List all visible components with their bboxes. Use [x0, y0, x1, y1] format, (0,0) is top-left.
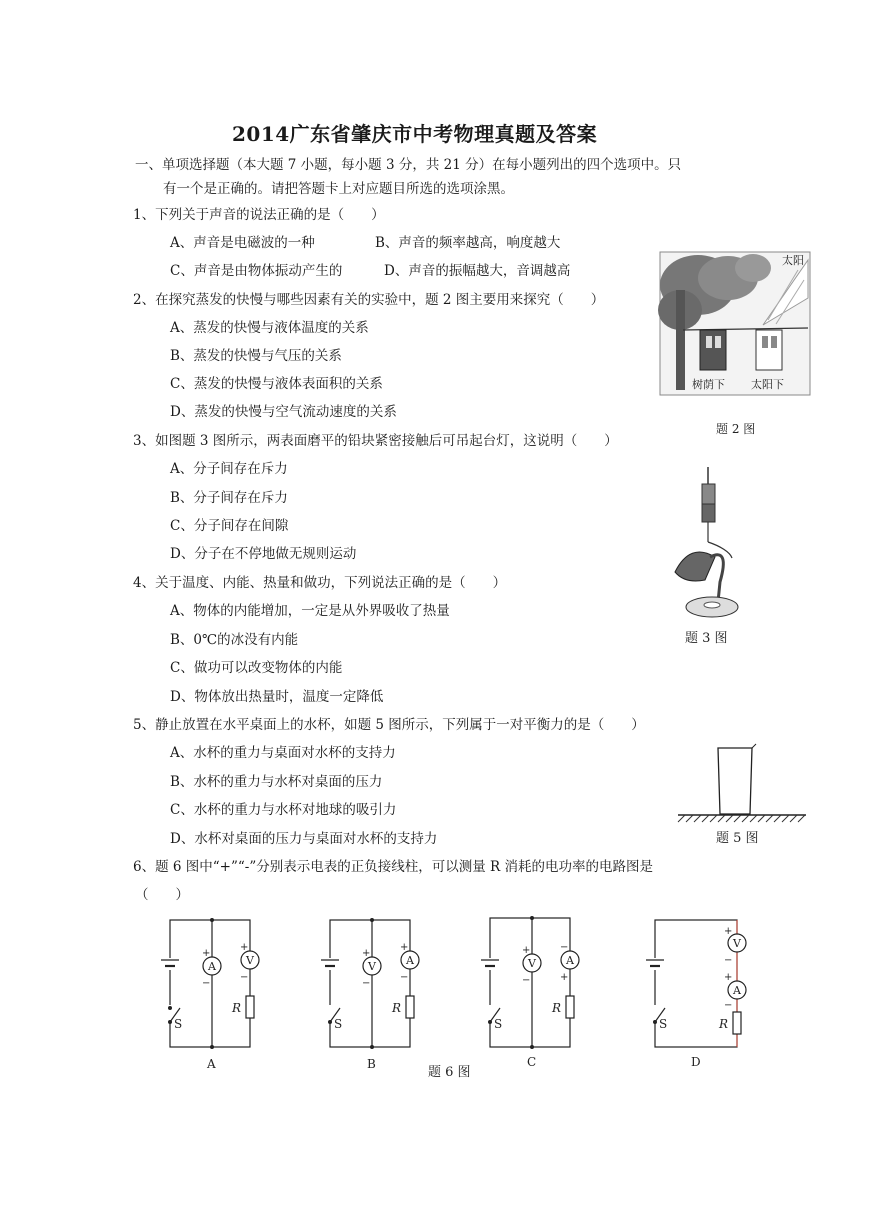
- q5-figure: [672, 738, 812, 850]
- section-instructions-line2: 有一个是正确的。请把答题卡上对应题目所选的选项涂黑。: [163, 181, 514, 197]
- circuit-d-voltmeter-label: V: [733, 937, 741, 950]
- circuit-d-resistor: [733, 1012, 741, 1034]
- svg-text:R: R: [552, 1001, 562, 1015]
- svg-text:+: +: [400, 942, 409, 953]
- q6-paren: （ ）: [135, 887, 189, 903]
- circuit-c-voltmeter-label: V: [528, 957, 536, 970]
- q1-option-a: A、声音是电磁波的一种: [170, 235, 315, 251]
- svg-text:S: S: [174, 1017, 183, 1031]
- q5-stem: 5、静止放置在水平桌面上的水杯，如题 5 图所示，下列属于一对平衡力的是（ ）: [133, 717, 645, 733]
- q4-option-d: D、物体放出热量时，温度一定降低: [170, 689, 384, 705]
- q4-option-b: B、0℃的冰没有内能: [170, 632, 299, 648]
- circuit-a-label: A: [207, 1057, 216, 1071]
- q2-sun-label: 太阳: [782, 254, 804, 267]
- q5-option-c: C、水杯的重力与水杯对地球的吸引力: [170, 802, 397, 818]
- q4-stem: 4、关于温度、内能、热量和做功，下列说法正确的是（ ）: [133, 575, 507, 591]
- q3-option-b: B、分子间存在斥力: [170, 490, 288, 506]
- q6-caption: 题 6 图: [428, 1065, 471, 1080]
- q2-option-d: D、蒸发的快慢与空气流动速度的关系: [170, 404, 397, 420]
- svg-text:−: −: [560, 942, 569, 953]
- circuit-b-resistor: [406, 996, 414, 1018]
- clothes-sun-icon: [756, 330, 782, 370]
- q1-option-d: D、声音的振幅越大，音调越高: [384, 263, 571, 279]
- svg-text:+: +: [362, 948, 371, 959]
- svg-text:−: −: [400, 972, 409, 983]
- desk-lamp-icon: [675, 552, 738, 617]
- q2-option-b: B、蒸发的快慢与气压的关系: [170, 348, 342, 364]
- svg-text:−: −: [202, 978, 211, 989]
- q5-option-b: B、水杯的重力与水杯对桌面的压力: [170, 774, 383, 790]
- svg-text:R: R: [392, 1001, 402, 1015]
- circuit-c-resistor: [566, 996, 574, 1018]
- lead-block-bottom: [702, 504, 715, 522]
- q4-option-a: A、物体的内能增加，一定是从外界吸收了热量: [170, 603, 450, 619]
- circuit-a-resistor: [246, 996, 254, 1018]
- water-cup-icon: [718, 748, 752, 814]
- q3-option-d: D、分子在不停地做无规则运动: [170, 546, 357, 562]
- svg-text:−: −: [724, 1000, 733, 1011]
- circuit-c-label: C: [527, 1055, 537, 1069]
- section-instructions-line1: 一、单项选择题（本大题 7 小题，每小题 3 分，共 21 分）在每小题列出的四个选项中。只: [135, 157, 682, 173]
- svg-text:S: S: [494, 1017, 503, 1031]
- circuit-b-label: B: [367, 1057, 376, 1071]
- circuit-b-ammeter-label: A: [406, 954, 414, 967]
- q5-option-a: A、水杯的重力与桌面对水杯的支持力: [170, 745, 396, 761]
- svg-text:−: −: [362, 978, 371, 989]
- q6-figure: [150, 908, 750, 1083]
- q2-figure: [658, 250, 818, 440]
- q3-stem: 3、如图题 3 图所示，两表面磨平的铅块紧密接触后可吊起台灯，这说明（ ）: [133, 433, 618, 449]
- circuit-a-voltmeter-label: V: [246, 954, 254, 967]
- svg-text:−: −: [724, 955, 733, 966]
- svg-text:−: −: [522, 975, 531, 986]
- table-hatching: [678, 815, 805, 822]
- q6-stem: 6、题 6 图中“+”“-”分别表示电表的正负接线柱，可以测量 R 消耗的电功率的电路图是: [133, 859, 653, 875]
- svg-text:+: +: [240, 942, 249, 953]
- q4-option-c: C、做功可以改变物体的内能: [170, 660, 343, 676]
- svg-text:+: +: [724, 972, 733, 983]
- q3-option-c: C、分子间存在间隙: [170, 518, 289, 534]
- svg-text:+: +: [724, 926, 733, 937]
- svg-text:+: +: [202, 948, 211, 959]
- q3-caption: 题 3 图: [685, 631, 728, 646]
- q5-option-d: D、水杯对桌面的压力与桌面对水杯的支持力: [170, 831, 438, 847]
- q2-option-a: A、蒸发的快慢与液体温度的关系: [170, 320, 369, 336]
- q3-option-a: A、分子间存在斥力: [170, 461, 288, 477]
- q2-shade-label: 树荫下: [692, 378, 725, 391]
- circuit-d-label: D: [691, 1055, 701, 1069]
- svg-text:−: −: [240, 972, 249, 983]
- circuit-b-voltmeter-label: V: [368, 960, 376, 973]
- svg-text:S: S: [659, 1017, 668, 1031]
- page-title: 2014广东省肇庆市中考物理真题及答案: [232, 122, 598, 146]
- q5-caption: 题 5 图: [716, 831, 759, 846]
- clothes-shade-icon: [700, 330, 726, 370]
- q2-stem: 2、在探究蒸发的快慢与哪些因素有关的实验中，题 2 图主要用来探究（ ）: [133, 292, 605, 308]
- q3-figure: [660, 462, 770, 652]
- q2-sun-side-label: 太阳下: [751, 378, 784, 391]
- q2-caption: 题 2 图: [716, 422, 756, 436]
- svg-text:R: R: [232, 1001, 242, 1015]
- svg-text:S: S: [334, 1017, 343, 1031]
- lead-block-top: [702, 484, 715, 504]
- svg-text:+: +: [522, 945, 531, 956]
- q1-option-c: C、声音是由物体振动产生的: [170, 263, 343, 279]
- circuit-c-ammeter-label: A: [566, 954, 574, 967]
- q2-option-c: C、蒸发的快慢与液体表面积的关系: [170, 376, 383, 392]
- circuit-a-ammeter-label: A: [208, 960, 216, 973]
- svg-text:R: R: [719, 1017, 729, 1031]
- circuit-d-ammeter-label: A: [733, 984, 741, 997]
- q1-option-b: B、声音的频率越高，响度越大: [375, 235, 561, 251]
- svg-text:+: +: [560, 972, 569, 983]
- q1-stem: 1、下列关于声音的说法正确的是（ ）: [133, 207, 385, 223]
